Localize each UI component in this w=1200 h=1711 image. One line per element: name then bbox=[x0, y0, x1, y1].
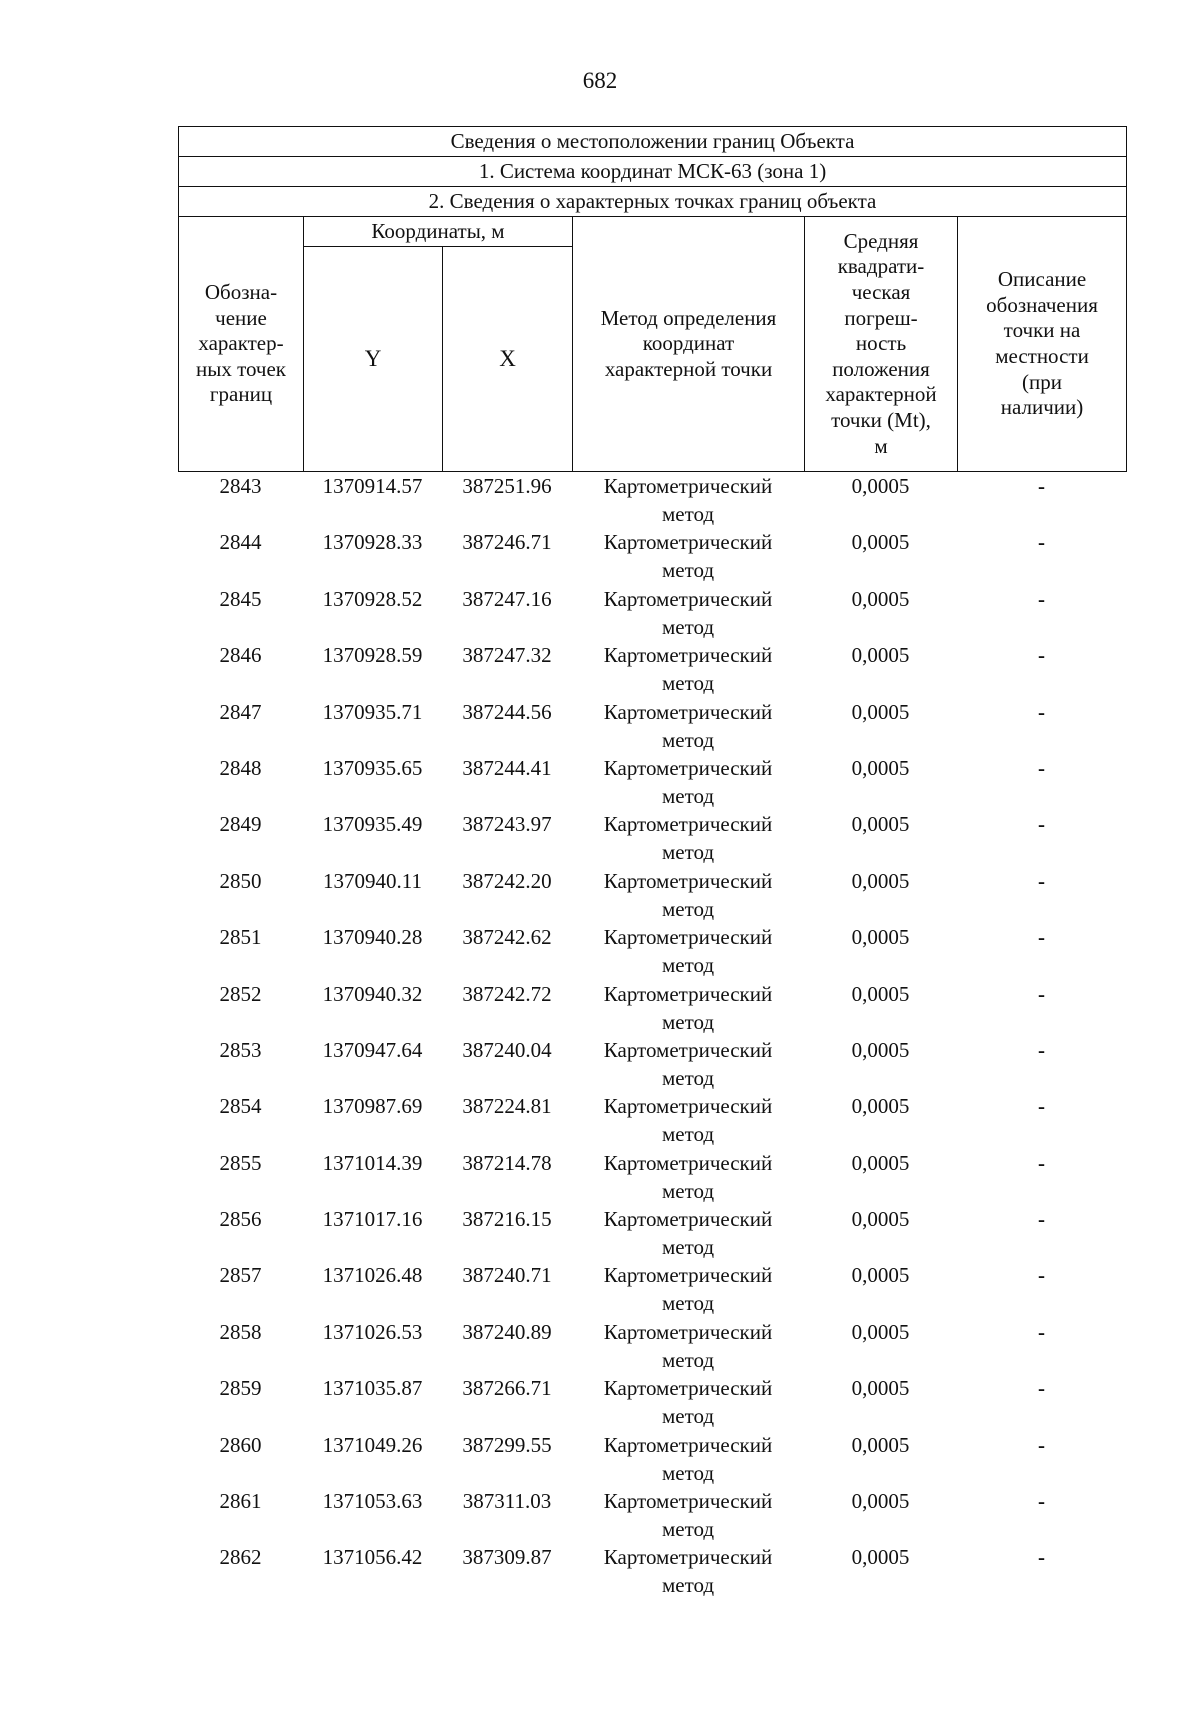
method-line-2: метод bbox=[661, 1291, 715, 1316]
method-line-2: метод bbox=[661, 1347, 715, 1372]
point-id: 2855 bbox=[219, 1150, 262, 1175]
method-line-2: метод bbox=[661, 1517, 715, 1542]
col-header-description: Описание обозначения точки на местности (при наличии) bbox=[958, 217, 1127, 472]
point-id: 2853 bbox=[219, 1037, 262, 1062]
method bbox=[572, 1487, 804, 1543]
col-header-error: Средняя квадрати- ческая погреш- ность положения характерной точки (Mt), м bbox=[805, 217, 958, 472]
method bbox=[572, 1431, 804, 1487]
table-row bbox=[178, 1487, 1126, 1543]
point-id: 2859 bbox=[219, 1376, 262, 1401]
col-header-designation: Обозна- чение характер- ных точек границ bbox=[179, 217, 304, 472]
method-line-2: метод bbox=[661, 1122, 715, 1147]
point-id: 2862 bbox=[219, 1545, 262, 1570]
description: - bbox=[1038, 1037, 1045, 1062]
method bbox=[572, 1036, 804, 1092]
description: - bbox=[1038, 1545, 1045, 1570]
error-value: 0,0005 bbox=[851, 1263, 910, 1288]
table-row bbox=[178, 980, 1126, 1036]
error-value: 0,0005 bbox=[851, 1489, 910, 1514]
table-row bbox=[178, 1149, 1126, 1205]
coord-y: 1371049.26 bbox=[322, 1432, 423, 1457]
table-row bbox=[178, 754, 1126, 810]
method bbox=[572, 923, 804, 979]
coord-x: 387243.97 bbox=[462, 812, 552, 837]
coord-y: 1370935.65 bbox=[322, 755, 423, 780]
description: - bbox=[1038, 1376, 1045, 1401]
coord-x: 387240.89 bbox=[462, 1319, 552, 1344]
coord-x: 387240.04 bbox=[462, 1037, 552, 1062]
method-line-1: Картометрический bbox=[603, 925, 773, 950]
error-value: 0,0005 bbox=[851, 1432, 910, 1457]
method-line-1: Картометрический bbox=[603, 643, 773, 668]
coord-x: 387244.56 bbox=[462, 699, 552, 724]
method-line-2: метод bbox=[661, 1573, 715, 1598]
table-row bbox=[178, 1261, 1126, 1317]
coord-y: 1370928.52 bbox=[322, 586, 423, 611]
point-id: 2846 bbox=[219, 643, 262, 668]
error-value: 0,0005 bbox=[851, 474, 910, 498]
coord-y: 1370928.33 bbox=[322, 530, 423, 555]
table-row bbox=[178, 867, 1126, 923]
method-line-2: метод bbox=[661, 558, 715, 583]
error-value: 0,0005 bbox=[851, 1150, 910, 1175]
point-id: 2851 bbox=[219, 925, 262, 950]
method-line-1: Картометрический bbox=[603, 586, 773, 611]
method bbox=[572, 1543, 804, 1599]
coord-x: 387216.15 bbox=[462, 1207, 552, 1232]
method-line-1: Картометрический bbox=[603, 474, 773, 498]
method bbox=[572, 980, 804, 1036]
col-header-y: Y bbox=[304, 247, 443, 472]
method-line-1: Картометрический bbox=[603, 1376, 773, 1401]
method bbox=[572, 528, 804, 584]
table-row bbox=[178, 1092, 1126, 1148]
error-value: 0,0005 bbox=[851, 981, 910, 1006]
description: - bbox=[1038, 1319, 1045, 1344]
coord-y: 1370987.69 bbox=[322, 1094, 423, 1119]
coordinate-system: 1. Система координат МСК-63 (зона 1) bbox=[179, 157, 1127, 187]
point-id: 2849 bbox=[219, 812, 262, 837]
error-value: 0,0005 bbox=[851, 812, 910, 837]
method-line-1: Картометрический bbox=[603, 868, 773, 893]
description: - bbox=[1038, 812, 1045, 837]
method-line-1: Картометрический bbox=[603, 530, 773, 555]
method-line-1: Картометрический bbox=[603, 1489, 773, 1514]
method-line-1: Картометрический bbox=[603, 1263, 773, 1288]
coord-y: 1371017.16 bbox=[322, 1207, 423, 1232]
method bbox=[572, 1149, 804, 1205]
method-line-2: метод bbox=[661, 502, 715, 526]
method-line-2: метод bbox=[661, 1235, 715, 1260]
method bbox=[572, 641, 804, 697]
method bbox=[572, 1205, 804, 1261]
method-line-2: метод bbox=[661, 953, 715, 978]
coord-y: 1371035.87 bbox=[322, 1376, 423, 1401]
header-table bbox=[178, 126, 1127, 472]
coord-x: 387242.20 bbox=[462, 868, 552, 893]
point-id: 2850 bbox=[219, 868, 262, 893]
coord-x: 387251.96 bbox=[462, 474, 552, 498]
table-row bbox=[178, 585, 1126, 641]
point-id: 2861 bbox=[219, 1489, 262, 1514]
coord-y: 1370935.71 bbox=[322, 699, 423, 724]
method-line-1: Картометрический bbox=[603, 1207, 773, 1232]
table-row bbox=[178, 472, 1126, 528]
method bbox=[572, 1374, 804, 1430]
method-line-1: Картометрический bbox=[603, 812, 773, 837]
table-row bbox=[178, 1543, 1126, 1599]
description: - bbox=[1038, 868, 1045, 893]
method bbox=[572, 867, 804, 923]
coord-x: 387247.32 bbox=[462, 643, 552, 668]
point-id: 2848 bbox=[219, 755, 262, 780]
point-id: 2858 bbox=[219, 1319, 262, 1344]
method-line-2: метод bbox=[661, 1009, 715, 1034]
method-line-1: Картометрический bbox=[603, 1545, 773, 1570]
coord-y: 1371056.42 bbox=[322, 1545, 423, 1570]
method-line-2: метод bbox=[661, 896, 715, 921]
method-line-2: метод bbox=[661, 840, 715, 865]
coord-y: 1371014.39 bbox=[322, 1150, 423, 1175]
description: - bbox=[1038, 1432, 1045, 1457]
method-line-1: Картометрический bbox=[603, 1094, 773, 1119]
coord-x: 387240.71 bbox=[462, 1263, 552, 1288]
description: - bbox=[1038, 586, 1045, 611]
coord-y: 1370940.32 bbox=[322, 981, 423, 1006]
coord-y: 1371053.63 bbox=[322, 1489, 423, 1514]
description: - bbox=[1038, 1094, 1045, 1119]
method bbox=[572, 472, 804, 528]
table-row bbox=[178, 810, 1126, 866]
error-value: 0,0005 bbox=[851, 1037, 910, 1062]
method-line-2: метод bbox=[661, 614, 715, 639]
coord-x: 387214.78 bbox=[462, 1150, 552, 1175]
point-id: 2856 bbox=[219, 1207, 262, 1232]
method-line-2: метод bbox=[661, 727, 715, 752]
description: - bbox=[1038, 530, 1045, 555]
coord-y: 1370940.28 bbox=[322, 925, 423, 950]
coord-x: 387242.62 bbox=[462, 925, 552, 950]
coord-y: 1370928.59 bbox=[322, 643, 423, 668]
method-line-1: Картометрический bbox=[603, 1037, 773, 1062]
table-row bbox=[178, 641, 1126, 697]
method-line-2: метод bbox=[661, 1065, 715, 1090]
method bbox=[572, 1092, 804, 1148]
description: - bbox=[1038, 1150, 1045, 1175]
description: - bbox=[1038, 981, 1045, 1006]
col-header-coordinates: Координаты, м bbox=[304, 217, 573, 247]
page-number: 682 bbox=[582, 68, 618, 93]
section-title: 2. Сведения о характерных точках границ объекта bbox=[179, 187, 1127, 217]
table-title: Сведения о местоположении границ Объекта bbox=[179, 127, 1127, 157]
error-value: 0,0005 bbox=[851, 925, 910, 950]
description: - bbox=[1038, 1207, 1045, 1232]
method bbox=[572, 1261, 804, 1317]
error-value: 0,0005 bbox=[851, 699, 910, 724]
point-id: 2845 bbox=[219, 586, 262, 611]
point-id: 2847 bbox=[219, 699, 262, 724]
error-value: 0,0005 bbox=[851, 1376, 910, 1401]
point-id: 2854 bbox=[219, 1094, 262, 1119]
table-row bbox=[178, 1318, 1126, 1374]
error-value: 0,0005 bbox=[851, 530, 910, 555]
col-header-method: Метод определения координат характерной точки bbox=[573, 217, 805, 472]
method-line-2: метод bbox=[661, 1460, 715, 1485]
point-id: 2857 bbox=[219, 1263, 262, 1288]
coord-x: 387242.72 bbox=[462, 981, 552, 1006]
coord-y: 1370947.64 bbox=[322, 1037, 423, 1062]
method bbox=[572, 585, 804, 641]
table-row bbox=[178, 1431, 1126, 1487]
method-line-1: Картометрический bbox=[603, 699, 773, 724]
description: - bbox=[1038, 1263, 1045, 1288]
error-value: 0,0005 bbox=[851, 868, 910, 893]
method-line-1: Картометрический bbox=[603, 1432, 773, 1457]
coord-y: 1371026.48 bbox=[322, 1263, 423, 1288]
description: - bbox=[1038, 1489, 1045, 1514]
point-id: 2843 bbox=[219, 474, 262, 498]
coord-x: 387309.87 bbox=[462, 1545, 552, 1570]
method-line-2: метод bbox=[661, 1404, 715, 1429]
method bbox=[572, 754, 804, 810]
description: - bbox=[1038, 474, 1045, 498]
coord-y: 1370935.49 bbox=[322, 812, 423, 837]
method-line-1: Картометрический bbox=[603, 755, 773, 780]
method bbox=[572, 698, 804, 754]
method bbox=[572, 810, 804, 866]
coord-x: 387311.03 bbox=[462, 1489, 552, 1514]
method-line-2: метод bbox=[661, 1178, 715, 1203]
table-row bbox=[178, 698, 1126, 754]
table-row bbox=[178, 923, 1126, 979]
error-value: 0,0005 bbox=[851, 755, 910, 780]
error-value: 0,0005 bbox=[851, 1207, 910, 1232]
point-id: 2860 bbox=[219, 1432, 262, 1457]
error-value: 0,0005 bbox=[851, 1545, 910, 1570]
method bbox=[572, 1318, 804, 1374]
coord-x: 387246.71 bbox=[462, 530, 552, 555]
table-row bbox=[178, 528, 1126, 584]
description: - bbox=[1038, 699, 1045, 724]
method-line-2: метод bbox=[661, 671, 715, 696]
coord-y: 1371026.53 bbox=[322, 1319, 423, 1344]
point-id: 2852 bbox=[219, 981, 262, 1006]
coord-x: 387247.16 bbox=[462, 586, 552, 611]
coord-x: 387266.71 bbox=[462, 1376, 552, 1401]
description: - bbox=[1038, 643, 1045, 668]
error-value: 0,0005 bbox=[851, 643, 910, 668]
description: - bbox=[1038, 925, 1045, 950]
error-value: 0,0005 bbox=[851, 1094, 910, 1119]
error-value: 0,0005 bbox=[851, 586, 910, 611]
table-row bbox=[178, 1205, 1126, 1261]
coord-y: 1370940.11 bbox=[323, 868, 422, 893]
method-line-1: Картометрический bbox=[603, 1150, 773, 1175]
method-line-1: Картометрический bbox=[603, 981, 773, 1006]
coord-x: 387244.41 bbox=[462, 755, 552, 780]
error-value: 0,0005 bbox=[851, 1319, 910, 1344]
table-row bbox=[178, 1036, 1126, 1092]
coord-x: 387299.55 bbox=[462, 1432, 552, 1457]
coord-y: 1370914.57 bbox=[322, 474, 423, 498]
table-row bbox=[178, 1374, 1126, 1430]
col-header-x: X bbox=[443, 247, 573, 472]
coord-x: 387224.81 bbox=[462, 1094, 552, 1119]
method-line-2: метод bbox=[661, 783, 715, 808]
method-line-1: Картометрический bbox=[603, 1319, 773, 1344]
points-table bbox=[178, 472, 1126, 1600]
description: - bbox=[1038, 755, 1045, 780]
point-id: 2844 bbox=[219, 530, 262, 555]
